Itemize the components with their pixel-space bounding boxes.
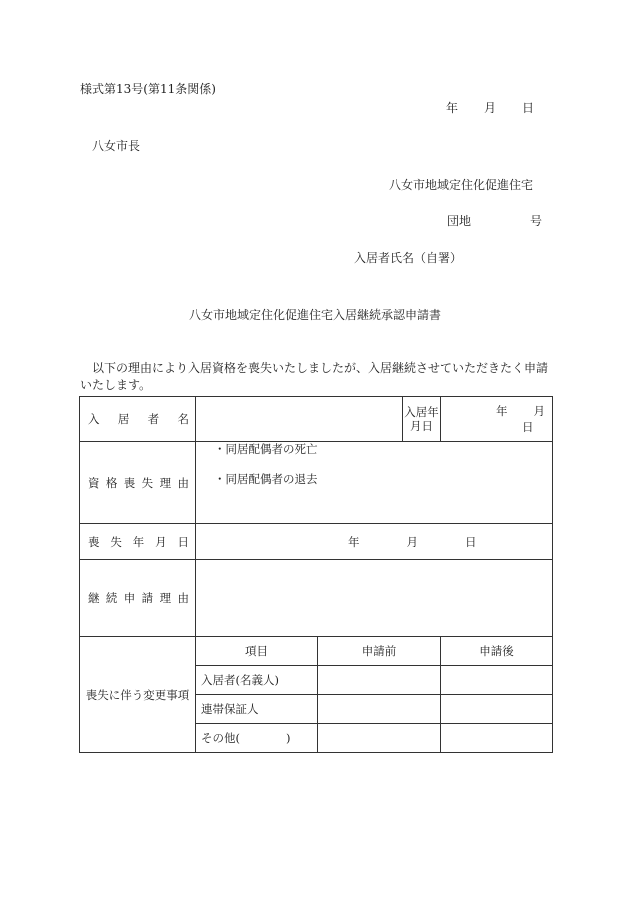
continuation-reason-field[interactable]: [196, 560, 553, 637]
reason-spouse-death[interactable]: ・同居配偶者の死亡: [214, 442, 318, 456]
resident-signature-label: 入居者氏名（自署）: [354, 251, 463, 265]
loss-date-label: 喪 失 年 月 日: [80, 524, 196, 560]
resident-after-field[interactable]: [441, 666, 553, 695]
loss-date-row: [80, 524, 553, 560]
date-month: 月: [484, 101, 497, 115]
entry-date-label: 入居年 月日: [403, 397, 441, 442]
resident-name-label: 入 居 者 名: [80, 397, 196, 442]
form-number: 様式第13号(第11条関係): [80, 82, 216, 96]
col-header-after: 申請後: [441, 637, 553, 666]
resident-name-row: [80, 397, 553, 442]
reason-spouse-leaving[interactable]: ・同居配偶者の退去: [214, 472, 318, 486]
resident-name-field[interactable]: [196, 397, 403, 442]
guarantor-after-field[interactable]: [441, 695, 553, 724]
guarantor-before-field[interactable]: [318, 695, 441, 724]
col-header-before: 申請前: [318, 637, 441, 666]
resident-before-field[interactable]: [318, 666, 441, 695]
item-other: その他( ): [196, 724, 318, 753]
addressee: 八女市長: [92, 139, 141, 153]
document-title: 八女市地域定住化促進住宅入居継続承認申請書: [188, 308, 441, 322]
item-guarantor: 連帯保証人: [196, 695, 318, 724]
loss-reason-options[interactable]: [196, 442, 553, 524]
continuation-reason-row: [80, 560, 553, 637]
application-form-table: [79, 396, 553, 753]
continuation-reason-label: 継 続 申 請 理 由: [80, 560, 196, 637]
room-number-label: 号: [530, 214, 543, 228]
changes-label: 喪失に伴う変更事項: [80, 637, 196, 753]
submission-date: [446, 99, 534, 116]
body-text: 以下の理由により入居資格を喪失いたしましたが、入居継続させていただきたく申請いたします。: [80, 361, 549, 392]
date-year: 年: [446, 101, 459, 115]
date-day: 日: [522, 101, 535, 115]
entry-date-field[interactable]: 年 月日: [441, 397, 553, 442]
col-header-item: 項目: [196, 637, 318, 666]
item-resident: 入居者(名義人): [196, 666, 318, 695]
loss-date-field[interactable]: 年 月 日: [196, 524, 553, 560]
changes-header-row: [80, 637, 553, 666]
loss-reason-row: [80, 442, 553, 524]
loss-reason-label: 資 格 喪 失 理 由: [80, 442, 196, 524]
other-before-field[interactable]: [318, 724, 441, 753]
danchi-label: 団地: [447, 214, 472, 228]
other-after-field[interactable]: [441, 724, 553, 753]
housing-name: 八女市地域定住化促進住宅: [389, 178, 534, 192]
